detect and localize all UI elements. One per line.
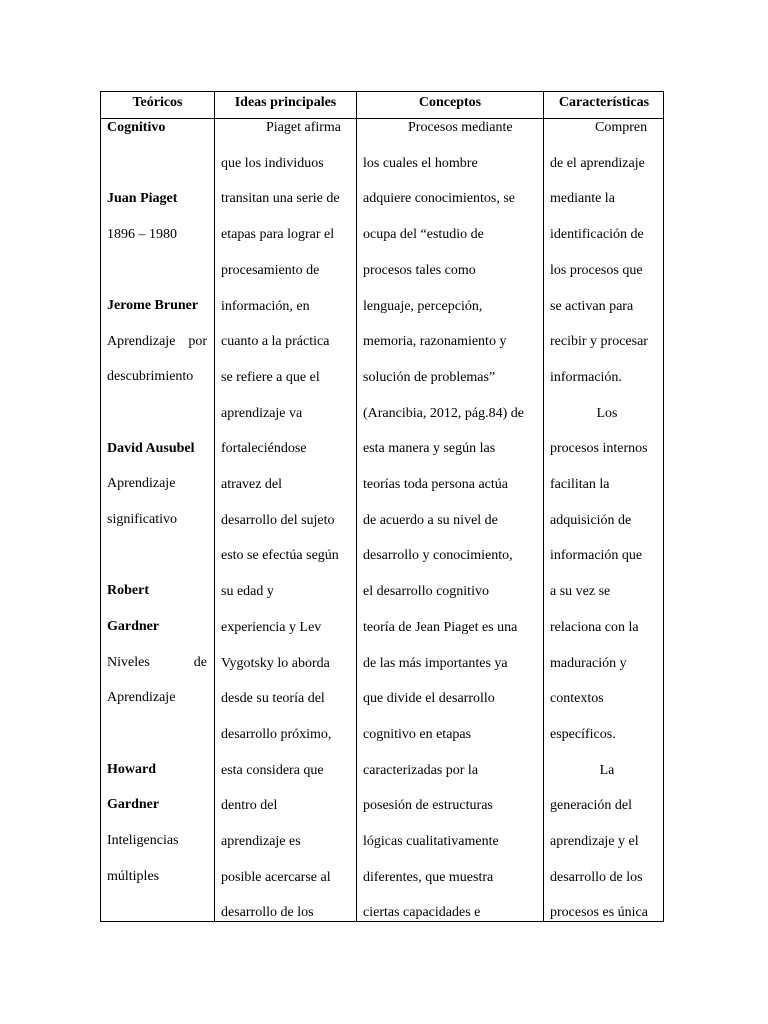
teorico-robert-gardner-concept-word1: Niveles [107, 655, 150, 670]
caracteristicas-line: aprendizaje y el [550, 834, 639, 849]
conceptos-line: teoría de Jean Piaget es una [363, 620, 518, 635]
caracteristicas-line: se activan para [550, 299, 634, 314]
caracteristicas-line: generación del [550, 798, 633, 813]
caracteristicas-line: facilitan la [550, 477, 610, 492]
conceptos-line: diferentes, que muestra [363, 870, 494, 885]
conceptos-line: (Arancibia, 2012, pág.84) de [363, 406, 524, 421]
conceptos-line: cognitivo en etapas [363, 727, 472, 742]
teorico-cognitivo: Cognitivo [107, 120, 166, 135]
conceptos-line: adquiere conocimientos, se [363, 191, 516, 206]
caracteristicas-line: información que [550, 548, 643, 563]
teorico-howard-gardner-concept-line1: Inteligencias [107, 833, 179, 848]
teorico-bruner-concept-line2: descubrimiento [107, 369, 194, 384]
conceptos-line: ciertas capacidades e [363, 905, 481, 920]
teorico-ausubel-concept-line2: significativo [107, 512, 177, 527]
caracteristicas-line: los procesos que [550, 263, 643, 278]
teorico-robert-gardner-concept-word2: de [193, 655, 207, 670]
teorico-ausubel-name: David Ausubel [107, 441, 195, 456]
ideas-line: dentro del [221, 798, 278, 813]
caracteristicas-line: específicos. [550, 727, 616, 742]
conceptos-line: procesos tales como [363, 263, 476, 278]
header-conceptos: Conceptos [418, 95, 482, 110]
teorico-bruner-name: Jerome Bruner [107, 298, 199, 313]
caracteristicas-line: relaciona con la [550, 620, 639, 635]
ideas-line: esta considera que [221, 763, 324, 778]
caracteristicas-line: recibir y procesar [550, 334, 648, 349]
conceptos-line: teorías toda persona actúa [363, 477, 508, 492]
ideas-line: Piaget afirma [266, 120, 342, 135]
conceptos-line: que divide el desarrollo [363, 691, 495, 706]
ideas-line: fortaleciéndose [221, 441, 307, 456]
ideas-line: desarrollo de los [221, 905, 314, 920]
caracteristicas-line: adquisición de [550, 513, 632, 528]
teorico-bruner-concept-line1 [107, 332, 207, 352]
conceptos-line: memoria, razonamiento y [363, 334, 507, 349]
conceptos-line: el desarrollo cognitivo [363, 584, 489, 599]
conceptos-line: Procesos mediante [408, 120, 513, 135]
cell-caracteristicas [550, 118, 664, 921]
teorico-robert-gardner-line2: Gardner [107, 619, 160, 634]
header-ideas-principales: Ideas principales [234, 95, 337, 110]
header-caracteristicas: Características [558, 95, 650, 110]
column-divider-3 [543, 92, 544, 921]
teorico-piaget-years: 1896 – 1980 [107, 227, 177, 242]
ideas-line: etapas para lograr el [221, 227, 335, 242]
conceptos-line: lógicas cualitativamente [363, 834, 499, 849]
ideas-line: que los individuos [221, 156, 324, 171]
caracteristicas-line: Compren [595, 120, 648, 135]
caracteristicas-line: desarrollo de los [550, 870, 643, 885]
header-teoricos: Teóricos [132, 95, 183, 110]
teorico-bruner-concept-word2: por [188, 334, 207, 349]
ideas-line: procesamiento de [221, 263, 320, 278]
caracteristicas-line: información. [550, 370, 622, 385]
ideas-line: atravez del [221, 477, 283, 492]
caracteristicas-line: Los [596, 406, 618, 421]
ideas-line: posible acercarse al [221, 870, 331, 885]
column-divider-2 [356, 92, 357, 921]
conceptos-line: lenguaje, percepción, [363, 299, 483, 314]
caracteristicas-line: identificación de [550, 227, 644, 242]
ideas-line: aprendizaje va [221, 406, 303, 421]
caracteristicas-line: a su vez se [550, 584, 611, 599]
caracteristicas-line: de el aprendizaje [550, 156, 645, 171]
ideas-line: esto se efectúa según [221, 548, 339, 563]
caracteristicas-line: procesos es única [550, 905, 648, 920]
ideas-line: transitan una serie de [221, 191, 340, 206]
conceptos-line: posesión de estructuras [363, 798, 493, 813]
cell-conceptos [363, 118, 543, 921]
column-divider-1 [214, 92, 215, 921]
caracteristicas-line: La [599, 763, 615, 778]
caracteristicas-line: procesos internos [550, 441, 648, 456]
conceptos-line: ocupa del “estudio de [363, 227, 484, 242]
caracteristicas-line: maduración y [550, 656, 627, 671]
conceptos-line: esta manera y según las [363, 441, 496, 456]
teorico-robert-gardner-concept-line1 [107, 653, 207, 673]
conceptos-line: de acuerdo a su nivel de [363, 513, 498, 528]
ideas-line: desarrollo del sujeto [221, 513, 335, 528]
conceptos-line: los cuales el hombre [363, 156, 478, 171]
conceptos-line: de las más importantes ya [363, 656, 508, 671]
ideas-line: desarrollo próximo, [221, 727, 332, 742]
ideas-line: su edad y [221, 584, 274, 599]
teorico-bruner-concept-word1: Aprendizaje [107, 334, 176, 349]
ideas-line: experiencia y Lev [221, 620, 322, 635]
cell-ideas-principales [221, 118, 355, 921]
teorico-robert-gardner-line1: Robert [107, 583, 149, 598]
caracteristicas-line: contextos [550, 691, 604, 706]
ideas-line: se refiere a que el [221, 370, 320, 385]
teorico-howard-gardner-line1: Howard [107, 762, 156, 777]
teorico-howard-gardner-concept-line2: múltiples [107, 869, 160, 884]
theory-table [100, 91, 664, 922]
ideas-line: cuanto a la práctica [221, 334, 330, 349]
teorico-robert-gardner-concept-line2: Aprendizaje [107, 690, 176, 705]
teorico-howard-gardner-line2: Gardner [107, 797, 160, 812]
teorico-piaget-name: Juan Piaget [107, 191, 178, 206]
ideas-line: desde su teoría del [221, 691, 325, 706]
cell-teoricos [107, 118, 209, 921]
conceptos-line: caracterizadas por la [363, 763, 479, 778]
ideas-line: información, en [221, 299, 310, 314]
ideas-line: Vygotsky lo aborda [221, 656, 330, 671]
caracteristicas-line: mediante la [550, 191, 615, 206]
ideas-line: aprendizaje es [221, 834, 301, 849]
teorico-ausubel-concept-line1: Aprendizaje [107, 476, 176, 491]
conceptos-line: desarrollo y conocimiento, [363, 548, 513, 563]
conceptos-line: solución de problemas” [363, 370, 496, 385]
